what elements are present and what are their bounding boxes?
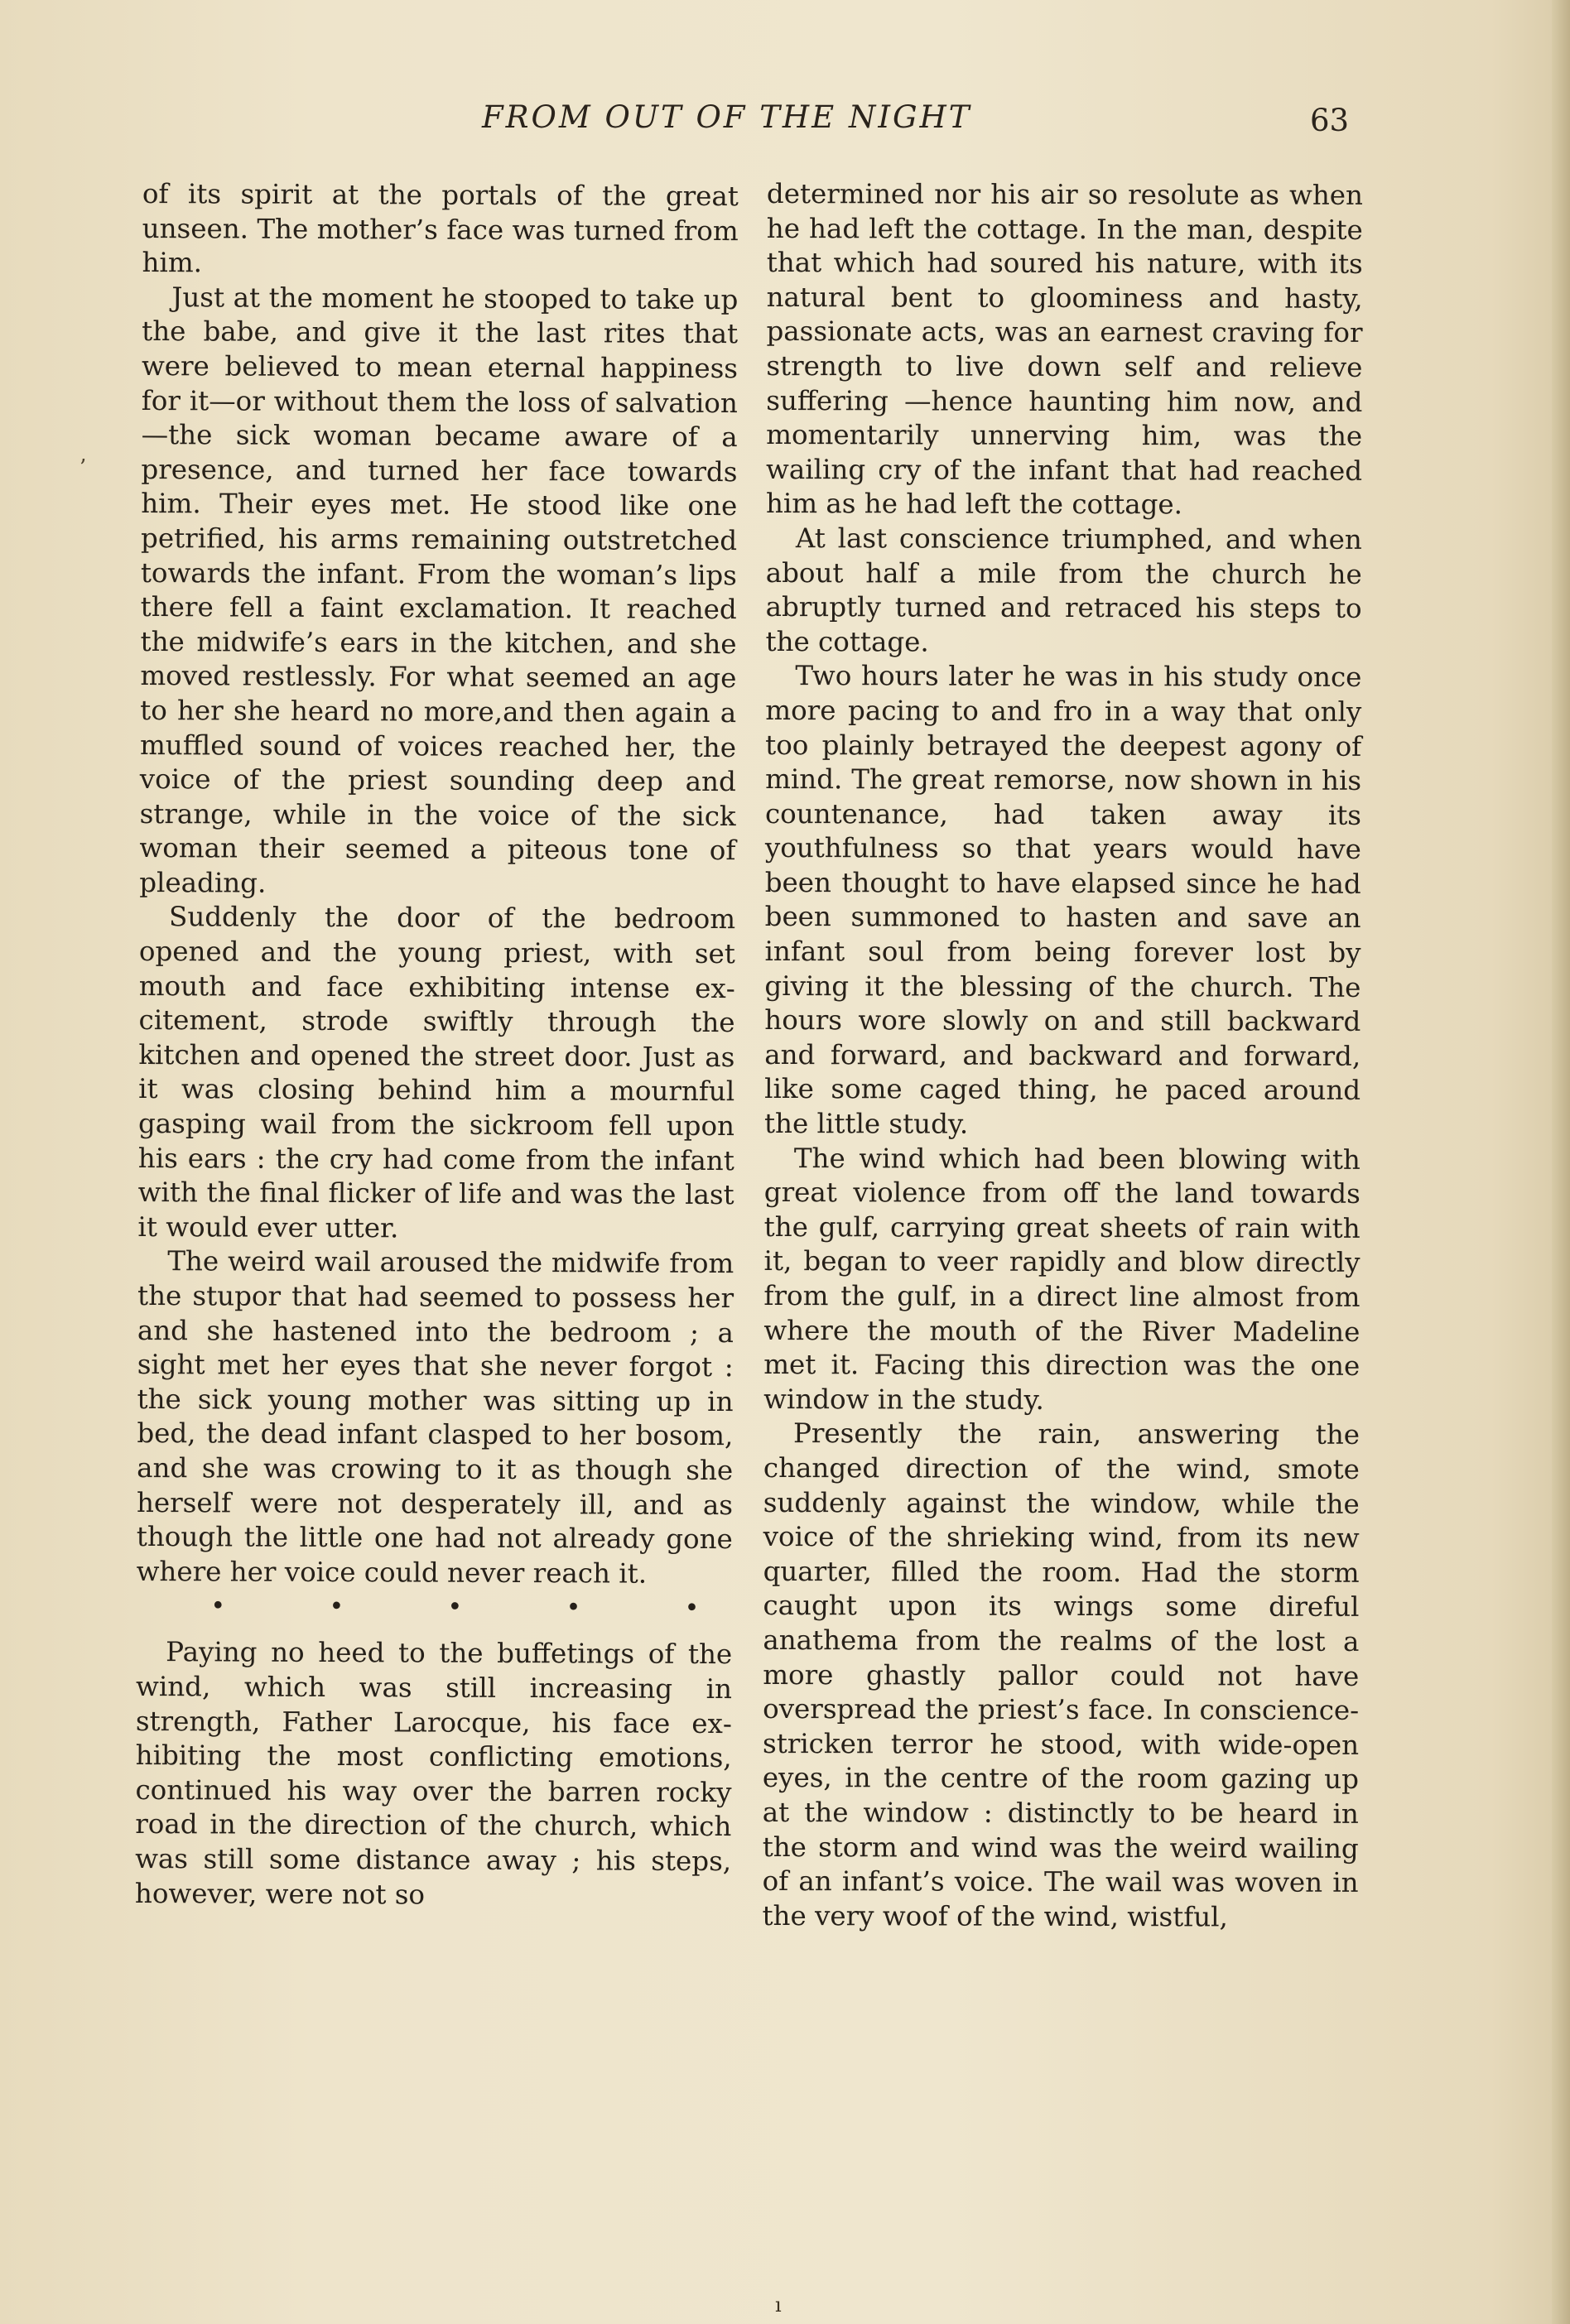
separator-dot: •	[684, 1594, 700, 1624]
page-number: 63	[1310, 103, 1350, 138]
separator-dot: •	[447, 1592, 463, 1623]
paragraph: of its spirit at the portals of the great unseen. The mother’s face was turned from him.	[142, 177, 739, 279]
paragraph: The weird wail aroused the midwife from the stupor that had seemed to possess her and she hastened into the bedroom ; a sight met her eyes that she never forgot : the sick young mother was sitting up in bed, the dead infant clasped to her bosom, and she was crowing to it as though she herself were not desperately ill, and as though the little one had not already gone where her voice could never reach it.	[136, 1245, 734, 1590]
right-column	[762, 177, 1363, 1935]
running-head	[0, 99, 1570, 149]
page-edge	[1552, 0, 1570, 2324]
paragraph: At last conscience triumphed, and when about half a mile from the church he abruptly turned and retraced his steps to the cottage.	[765, 522, 1362, 658]
paragraph: Paying no heed to the buffetings of the wind, which was still increasing in strength, Father Larocque, his face exhibiting the most conflicting emotions, continued his way over the barren rocky road in the direction of the church, which was still some distance away ; his steps, however, were not so	[134, 1636, 733, 1911]
margin-mark: ’	[79, 455, 87, 480]
left-column	[135, 177, 739, 1913]
paragraph: Two hours later he was in his study once more pacing to and fro in a way that only too plainly betrayed the deepest agony of mind. The great remorse, now shown in his countenance, had taken away its youthfulness so that years would have been thought to have elapsed since he had been summoned to hasten and save an infant soul from being forever lost by giving it the blessing of the church. The hours wore slowly on and still backward and forward, and backward and forward, like some caged thing, he paced around the little study.	[763, 660, 1362, 1140]
paragraph: The wind which had been blowing with great violence from off the land towards the gulf, carrying great sheets of rain with it, began to veer rapidly and blow directly from the gulf, in a direct line almost from where the mouth of the River Madeline met it. Facing this direction was the one window in the study.	[763, 1142, 1361, 1416]
paragraph: Suddenly the door of the bedroom opened and the young priest, with set mouth and face exhibiting intense excitement, strode swiftly through the kitchen and opened the street door. Just as it was closing behind him a mournful gasping wail from the sickroom fell upon his ears : the cry had come from the infant with the final flicker of life and was the last it would ever utter.	[137, 901, 736, 1244]
stray-mark: ı	[775, 2293, 782, 2317]
running-head-title: FROM OUT OF THE NIGHT	[482, 99, 972, 135]
paragraph: Presently the rain, answering the changed direction of the wind, smote suddenly against the window, while the voice of the shrieking wind, from its new quarter, filled the room. Had the storm caught upon its wings some direful anathema from the realms of the lost a more ghastly pallor could not have overspread the priest’s face. In conscience-stricken terror he stood, with wide-open eyes, in the centre of the room gazing up at the window : distinctly to be heard in the storm and wind was the weird wailing of an infant’s voice. The wail was woven in the very woof of the wind, wistful,	[762, 1417, 1361, 1933]
separator-dot: •	[329, 1592, 344, 1622]
separator-dot: •	[566, 1593, 581, 1623]
paragraph: determined nor his air so resolute as when he had left the cottage. In the man, despite that which had soured his nature, with its natural bent to gloominess and hasty, passionate acts, was an earnest craving for strength to live down self and relieve suffering —hence haunting him now, and momentarily unnerving him, was the wailing cry of the infant that had reached him as he had left the cottage.	[765, 178, 1363, 521]
section-separator	[210, 1590, 699, 1627]
paragraph: Just at the moment he stooped to take up the babe, and give it the last rites that were believed to mean eternal happiness for it—or without them the loss of salvation—the sick woman became aware of a presence, and turned her face towards him. Their eyes met. He stood like one petrified, his arms remaining outstretched towards the infant. From the woman’s lips there fell a faint exclamation. It reached the midwife’s ears in the kitchen, and she moved restlessly. For what seemed an age to her she heard no more,and then again a muffled sound of voices reached her, the voice of the priest sounding deep and strange, while in the voice of the sick woman their seemed a piteous tone of pleading.	[139, 281, 739, 899]
separator-dot: •	[210, 1591, 226, 1621]
